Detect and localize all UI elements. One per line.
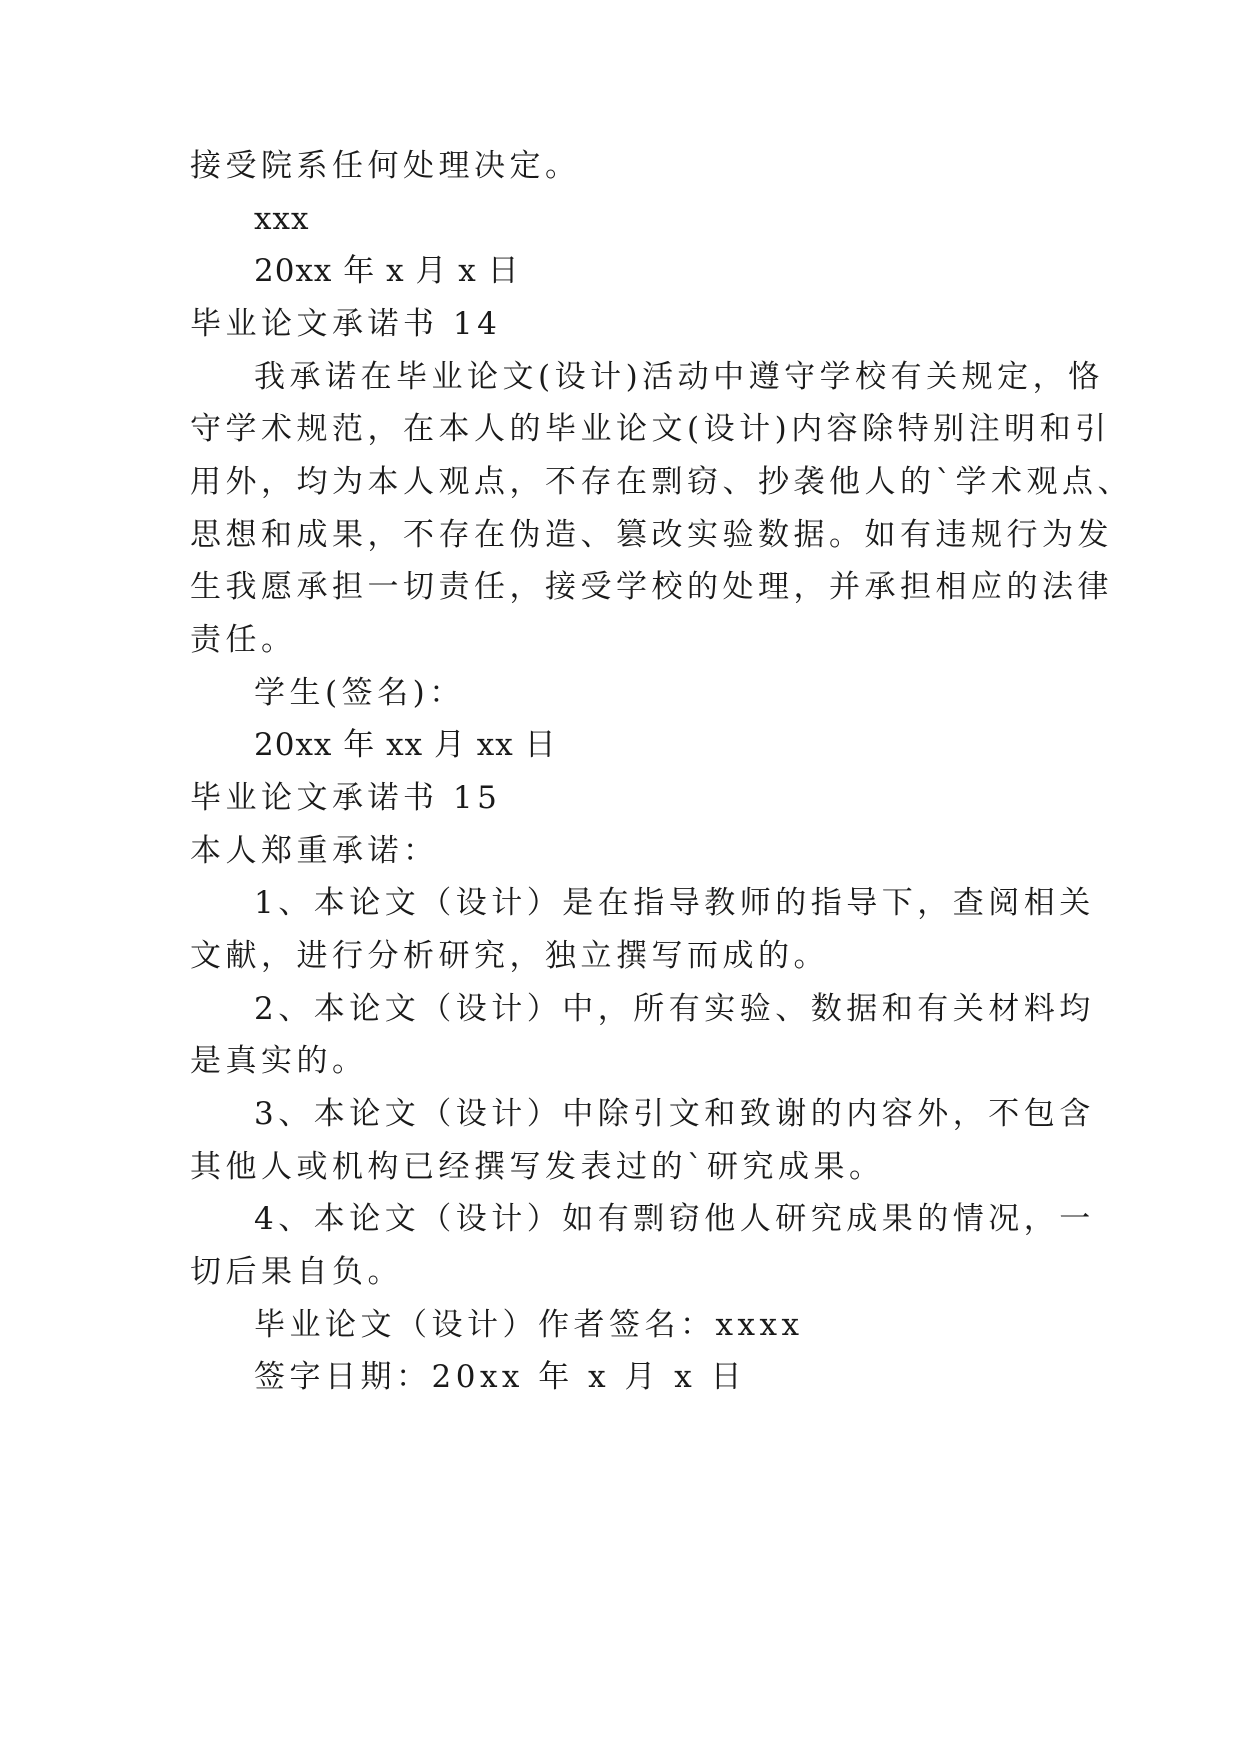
paragraph-line: 用外，均为本人观点，不存在剽窃、抄袭他人的`学术观点、 bbox=[190, 464, 1133, 500]
list-item-line: 1、本论文（设计）是在指导教师的指导下，查阅相关 bbox=[254, 885, 1095, 921]
date-line: 20xx 年 x 月 x 日 bbox=[254, 253, 520, 289]
list-item-line: 其他人或机构已经撰写发表过的`研究成果。 bbox=[190, 1149, 885, 1185]
paragraph-line: 我承诺在毕业论文(设计)活动中遵守学校有关规定，恪 bbox=[254, 359, 1104, 395]
signature-date-line: 签字日期：20xx 年 x 月 x 日 bbox=[254, 1359, 747, 1395]
paragraph-line: 本人郑重承诺： bbox=[190, 833, 439, 869]
list-item-line: 文献，进行分析研究，独立撰写而成的。 bbox=[190, 938, 829, 974]
paragraph-line: 生我愿承担一切责任，接受学校的处理，并承担相应的法律 bbox=[190, 569, 1113, 605]
list-item-line: 2、本论文（设计）中，所有实验、数据和有关材料均 bbox=[254, 991, 1095, 1027]
date-line: 20xx 年 xx 月 xx 日 bbox=[254, 727, 557, 763]
list-item-line: 4、本论文（设计）如有剽窃他人研究成果的情况，一 bbox=[254, 1201, 1095, 1237]
paragraph-line: 守学术规范，在本人的毕业论文(设计)内容除特别注明和引 bbox=[190, 411, 1111, 447]
list-item-line: 3、本论文（设计）中除引文和致谢的内容外，不包含 bbox=[254, 1096, 1095, 1132]
section-heading: 毕业论文承诺书 14 bbox=[190, 306, 502, 342]
list-item-line: 是真实的。 bbox=[190, 1043, 368, 1079]
paragraph-line: 思想和成果，不存在伪造、篡改实验数据。如有违规行为发 bbox=[190, 517, 1113, 553]
paragraph-line: 责任。 bbox=[190, 622, 297, 658]
section-heading: 毕业论文承诺书 15 bbox=[190, 780, 502, 816]
signature-label: 学生(签名)： bbox=[254, 675, 465, 711]
signature-name: xxx bbox=[254, 201, 310, 237]
list-item-line: 切后果自负。 bbox=[190, 1254, 403, 1290]
author-signature-line: 毕业论文（设计）作者签名：xxxx bbox=[254, 1307, 804, 1343]
text-line: 接受院系任何处理决定。 bbox=[190, 148, 581, 184]
